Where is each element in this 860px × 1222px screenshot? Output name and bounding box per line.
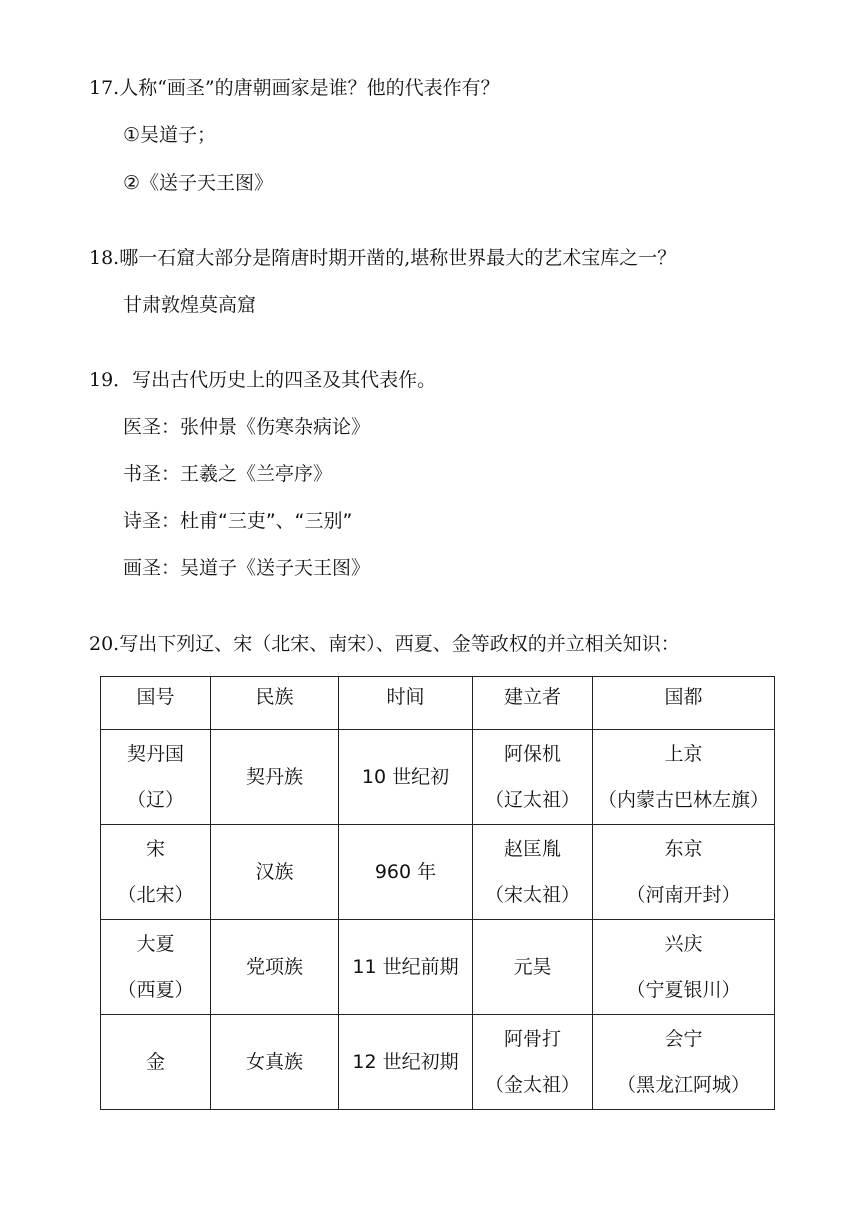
cell-ethnic: 党项族 [211,920,339,1015]
answer-19-4: 画圣：吴道子《送子天王图》 [123,557,371,579]
header-ethnic: 民族 [211,677,339,730]
cell-capital-line: 会宁 [664,1028,703,1050]
cell-founder-line: （宋太祖） [484,884,580,906]
question-19: 19．写出古代历史上的四圣及其代表作。 [89,369,437,391]
cell-founder-line: 赵匡胤 [503,838,561,860]
cell-capital-line: （内蒙古巴林左旗） [597,789,769,811]
cell-time: 960 年 [339,825,473,920]
cell-time: 12 世纪初期 [339,1015,473,1110]
answer-19-3: 诗圣：杜甫“三吏”、“三别” [123,510,353,532]
header-capital: 国都 [593,677,775,730]
table-row [101,920,775,1015]
cell-capital [593,825,775,920]
cell-founder [473,825,593,920]
cell-capital [593,730,775,825]
cell-capital [593,1015,775,1110]
cell-name [101,825,211,920]
cell-capital-line: 上京 [664,743,703,765]
answer-17-1: ①吴道子； [123,124,217,146]
table-row [101,1015,775,1110]
cell-ethnic: 汉族 [211,825,339,920]
cell-capital-line: （宁夏银川） [626,979,741,1001]
cell-name: 金 [101,1015,211,1110]
answer-19-1: 医圣：张仲景《伤寒杂病论》 [123,416,371,438]
question-17: 17.人称“画圣”的唐朝画家是谁？他的代表作有？ [89,77,500,99]
answer-18: 甘肃敦煌莫高窟 [123,294,257,316]
answer-17-2: ②《送子天王图》 [123,172,274,194]
cell-founder-line: 阿保机 [503,743,561,765]
header-time: 时间 [339,677,473,730]
cell-name [101,730,211,825]
cell-founder-line: （金太祖） [484,1074,580,1096]
table-header-row [101,677,775,730]
cell-capital-line: （黑龙江阿城） [616,1074,750,1096]
cell-name-line: （北宋） [117,884,194,906]
cell-ethnic: 女真族 [211,1015,339,1110]
cell-capital-line: 兴庆 [664,933,703,955]
question-18: 18.哪一石窟大部分是隋唐时期开凿的,堪称世界最大的艺术宝库之一？ [89,247,677,269]
header-founder: 建立者 [473,677,593,730]
cell-capital [593,920,775,1015]
cell-founder-line: （辽太祖） [484,789,580,811]
cell-founder [473,730,593,825]
cell-name-line: （西夏） [117,979,194,1001]
cell-name [101,920,211,1015]
cell-name-line: （辽） [126,789,184,811]
header-name: 国号 [101,677,211,730]
cell-time: 10 世纪初 [339,730,473,825]
cell-name-line: 大夏 [136,933,175,955]
cell-founder: 元昊 [473,920,593,1015]
cell-name-line: 宋 [145,838,165,860]
question-20: 20.写出下列辽、宋（北宋、南宋）、西夏、金等政权的并立相关知识： [89,633,680,655]
table-row [101,730,775,825]
answer-19-2: 书圣：王羲之《兰亭序》 [123,463,333,485]
cell-name-line: 契丹国 [126,743,184,765]
cell-time: 11 世纪前期 [339,920,473,1015]
cell-founder [473,1015,593,1110]
cell-founder-line: 阿骨打 [503,1028,561,1050]
table-row [101,825,775,920]
cell-ethnic: 契丹族 [211,730,339,825]
cell-capital-line: （河南开封） [626,884,741,906]
regimes-table [100,676,775,1110]
cell-capital-line: 东京 [664,838,703,860]
